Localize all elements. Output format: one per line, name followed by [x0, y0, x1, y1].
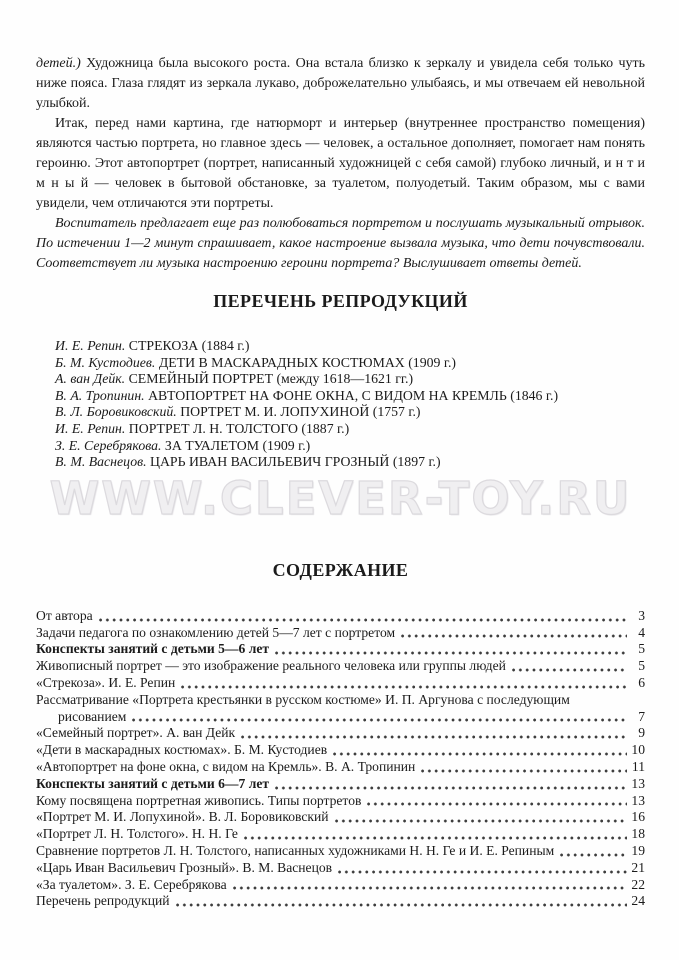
toc-entry-label: Перечень репродукций	[36, 893, 170, 909]
reproduction-item	[55, 421, 645, 438]
toc-page-number: 10	[631, 742, 645, 758]
artist-name: И. Е. Репин.	[55, 338, 129, 353]
dot-leader	[233, 886, 627, 890]
dot-leader	[275, 786, 627, 790]
toc-page-number: 11	[631, 758, 645, 774]
toc-entry-label: «Царь Иван Васильевич Грозный». В. М. Васнецов	[36, 859, 333, 875]
toc-entry-label: «Стрекоза». И. Е. Репин	[36, 674, 176, 690]
toc-entry	[36, 776, 645, 793]
artist-name: З. Е. Серебрякова.	[55, 437, 165, 453]
toc-entry	[36, 860, 645, 877]
toc-page-number: 18	[631, 826, 645, 842]
paragraph-lead-italic: детей.)	[36, 56, 81, 71]
toc-page-number: 16	[631, 809, 645, 825]
toc-entry-label: От автора	[36, 607, 93, 623]
artwork-title: ЦАРЬ ИВАН ВАСИЛЬЕВИЧ ГРОЗНЫЙ (1897 г.)	[150, 454, 441, 470]
toc-entry-label: «За туалетом». З. Е. Серебрякова	[36, 876, 227, 892]
toc-entry-label: Рассматривание «Портрета крестьянки в русском костюме» И. П. Аргунова с последующим	[36, 691, 570, 707]
artwork-title: ПОРТРЕТ М. И. ЛОПУХИНОЙ (1757 г.)	[180, 404, 421, 420]
toc-entry	[36, 759, 645, 776]
artwork-title: ПОРТРЕТ Л. Н. ТОЛСТОГО (1887 г.)	[128, 420, 350, 436]
artwork-title: СТРЕКОЗА (1884 г.)	[128, 338, 250, 353]
toc-entry-label: Конспекты занятий с детьми 6—7 лет	[36, 775, 270, 791]
toc-entry	[36, 877, 645, 894]
reproduction-item	[55, 404, 645, 421]
toc-entry-label: рисованием	[58, 708, 127, 724]
dot-leader	[241, 735, 627, 739]
artwork-title: СЕМЕЙНЫЙ ПОРТРЕТ (между 1618—1621 гг.)	[128, 371, 414, 387]
paragraph-text: Художница была высокого роста. Она встала близко к зеркалу и увидела себя только чуть ниже пояса. Глаза глядят из зеркала лукаво, доброжелательно улыбаясь, и мы отвечаем ей невольной улыбкой.	[36, 56, 645, 111]
paragraph-continuation	[36, 54, 645, 114]
toc-entry	[36, 826, 645, 843]
toc-entry-label: «Автопортрет на фоне окна, с видом на Кремль». В. А. Тропинин	[36, 758, 416, 774]
toc-entry-label: Живописный портрет — это изображение реального человека или группы людей	[36, 658, 506, 674]
toc-entry	[36, 843, 645, 860]
toc-entry-label: «Портрет М. И. Лопухиной». В. Л. Боровиковский	[36, 809, 329, 825]
toc-entry-label: Сравнение портретов Л. Н. Толстого, написанных художниками Н. Н. Ге и И. Е. Репиным	[36, 842, 555, 858]
dot-leader	[560, 853, 627, 857]
toc-page-number: 13	[631, 792, 645, 808]
artist-name: А. ван Дейк.	[55, 371, 129, 387]
toc-entry	[36, 692, 645, 709]
dot-leader	[132, 718, 627, 722]
dot-leader	[176, 903, 627, 907]
artwork-title: ДЕТИ В МАСКАРАДНЫХ КОСТЮМАХ (1909 г.)	[158, 354, 456, 370]
toc-entry-label: «Семейный портрет». А. ван Дейк	[36, 725, 236, 741]
dot-leader	[338, 870, 627, 874]
toc-page-number: 4	[638, 624, 645, 640]
toc-page-number: 21	[631, 859, 645, 875]
dot-leader	[244, 836, 627, 840]
toc-entry-continuation	[36, 709, 645, 726]
toc-page-number: 19	[631, 842, 645, 858]
toc-page-number: 24	[631, 893, 645, 909]
dot-leader	[275, 651, 627, 655]
dot-leader	[335, 819, 627, 823]
artist-name: Б. М. Кустодиев.	[55, 354, 159, 370]
toc-entry-label: Кому посвящена портретная живопись. Типы портретов	[36, 792, 362, 808]
toc-page-number: 9	[638, 725, 645, 741]
artwork-title: ЗА ТУАЛЕТОМ (1909 г.)	[164, 437, 311, 453]
contents-heading: СОДЕРЖАНИЕ	[272, 559, 409, 580]
dot-leader	[421, 769, 627, 773]
toc-entry	[36, 793, 645, 810]
toc-entry-label: «Дети в маскарадных костюмах». Б. М. Кустодиев	[36, 742, 328, 758]
paragraph-teacher-note: Воспитатель предлагает еще раз полюбоваться портретом и послушать музыкальный отрывок. По истечении 1—2 минут спрашивает, какое настроение вызвала музыка, что дети почувствовали. Соответствует ли музыка настроению героини портрета? Выслушивает ответы детей.	[36, 216, 645, 271]
toc-entry	[36, 625, 645, 642]
toc-entry	[36, 608, 645, 625]
artist-name: И. Е. Репин.	[55, 420, 129, 436]
paragraph: Итак, перед нами картина, где натюрморт и интерьер (внутреннее пространство помещения) являются частью портрета, но главное здесь — человек, а остальное дополняет, помогает нам понять героиню. Этот автопортрет (портрет, написанный художницей с себя самой) глубоко личный, и н т и м н ы й — человек в бытовой обстановке, за туалетом, полуодетый. Таким образом, мы с вами увидели, чем отличаются эти портреты.	[36, 116, 645, 211]
artist-name: В. А. Тропинин.	[55, 387, 149, 403]
artist-name: В. М. Васнецов.	[55, 454, 150, 470]
dot-leader	[99, 618, 627, 622]
reproduction-item	[55, 438, 645, 455]
toc-entry-label: Задачи педагога по ознакомлению детей 5—7 лет с портретом	[36, 624, 396, 640]
reproductions-heading: ПЕРЕЧЕНЬ РЕПРОДУКЦИЙ	[213, 291, 468, 311]
dot-leader	[333, 752, 627, 756]
toc-entry-label: «Портрет Л. Н. Толстого». Н. Н. Ге	[36, 826, 238, 842]
watermark-text: WWW.CLEVER-TOY.RU	[49, 471, 632, 525]
reproduction-item	[55, 338, 645, 355]
dot-leader	[181, 685, 627, 689]
reproduction-item	[55, 388, 645, 405]
toc-entry	[36, 742, 645, 759]
toc-entry	[36, 893, 645, 910]
toc-entry	[36, 658, 645, 675]
reproduction-item	[55, 355, 645, 372]
toc-page-number: 22	[631, 876, 645, 892]
reproduction-item	[55, 454, 645, 471]
toc-page-number: 13	[631, 775, 645, 791]
dot-leader	[401, 634, 627, 638]
toc-list	[36, 608, 645, 910]
toc-page-number: 5	[638, 641, 645, 657]
toc-page-number: 6	[638, 674, 645, 690]
dot-leader	[367, 802, 627, 806]
toc-page-number: 3	[638, 607, 645, 623]
artist-name: В. Л. Боровиковский.	[55, 404, 181, 420]
toc-entry	[36, 809, 645, 826]
artwork-title: АВТОПОРТРЕТ НА ФОНЕ ОКНА, С ВИДОМ НА КРЕМЛЬ (1846 г.)	[148, 387, 559, 403]
toc-entry-label: Конспекты занятий с детьми 5—6 лет	[36, 641, 270, 657]
dot-leader	[512, 668, 627, 672]
toc-entry	[36, 725, 645, 742]
reproduction-item	[55, 371, 645, 388]
reproductions-list	[55, 338, 645, 471]
toc-entry	[36, 675, 645, 692]
toc-page-number: 7	[638, 708, 645, 724]
toc-entry	[36, 641, 645, 658]
toc-page-number: 5	[638, 658, 645, 674]
